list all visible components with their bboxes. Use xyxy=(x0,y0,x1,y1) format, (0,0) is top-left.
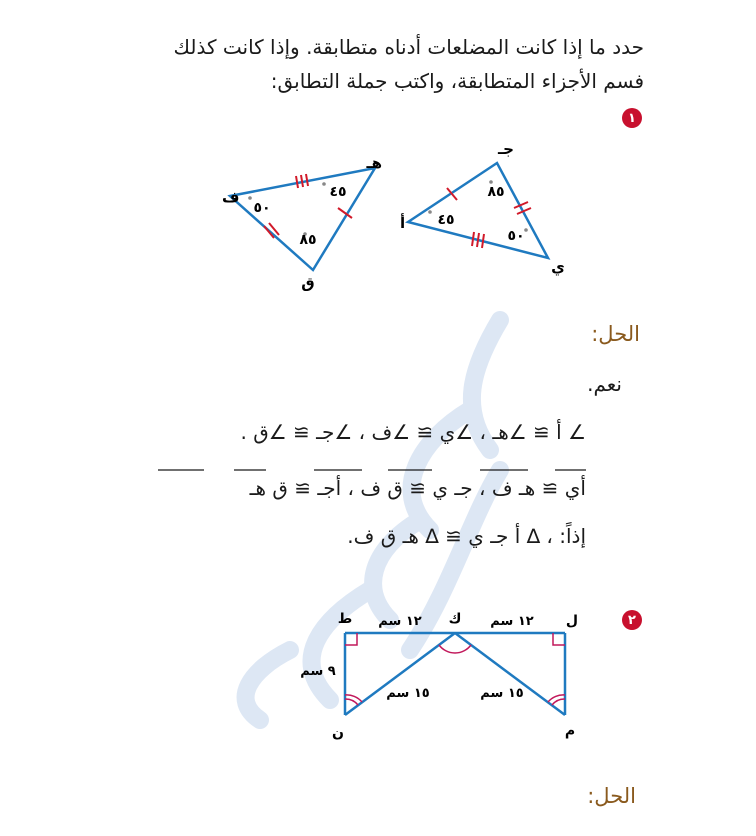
instruction-line-1: حدد ما إذا كانت المضلعات أدناه متطابقة. وإذا كانت كذلك xyxy=(173,35,644,59)
angle-label-h: ٤٥ xyxy=(329,184,347,200)
vertex-label-h: هـ xyxy=(366,154,382,172)
angle-label-j: ٨٥ xyxy=(487,184,505,200)
label-t: ط xyxy=(337,611,353,627)
side-congruences: أي ≅ هـ ف ، جـ ي ≅ ق ف ، أجـ ≅ ق هـ xyxy=(249,476,586,500)
vertex-label-q: ق xyxy=(301,274,315,292)
answer-yes: نعم. xyxy=(587,372,622,396)
angle-label-y: ٥٠ xyxy=(507,228,525,244)
congruence-statement: إذاً: ، ∆ أ جـ ي ≅ ∆ هـ ق ف. xyxy=(347,524,586,548)
length-kn: ١٥ سم xyxy=(386,686,430,701)
label-m: م xyxy=(564,723,576,739)
problem-2-badge: ٢ xyxy=(622,610,642,630)
instruction-line-2: فسم الأجزاء المتطابقة، واكتب جملة التطابق: xyxy=(270,69,644,93)
solution-label-2: الحل: xyxy=(587,784,636,808)
length-km: ١٥ سم xyxy=(480,686,524,701)
length-tn: ٩ سم xyxy=(300,664,336,679)
problem-1-badge: ١ xyxy=(622,108,642,128)
side-overbars xyxy=(150,466,590,474)
length-tk: ١٢ سم xyxy=(378,614,422,629)
vertex-label-j: جـ xyxy=(498,140,514,158)
solution-label-1: الحل: xyxy=(591,322,640,346)
vertex-label-y: ي xyxy=(551,258,565,276)
angle-label-a: ٤٥ xyxy=(437,212,455,228)
angle-label-q: ٨٥ xyxy=(299,232,317,248)
problem-2-figure xyxy=(290,605,600,755)
problem-1-figure xyxy=(190,130,590,300)
instruction-text xyxy=(84,30,644,98)
right-angle-marks xyxy=(345,633,565,645)
label-n: ن xyxy=(332,725,344,741)
vertex-label-f: ف xyxy=(222,188,240,206)
angle-arcs xyxy=(345,645,565,705)
label-l: ل xyxy=(565,613,579,629)
vertex-label-a: أ xyxy=(400,214,406,232)
angle-congruences: ∠ أ ≅ ∠هـ ، ∠ي ≅ ∠ف ، ∠جـ ≅ ∠ق . xyxy=(240,420,586,444)
length-kl: ١٢ سم xyxy=(490,614,534,629)
label-k: ك xyxy=(448,611,462,627)
angle-label-f: ٥٠ xyxy=(253,200,271,216)
